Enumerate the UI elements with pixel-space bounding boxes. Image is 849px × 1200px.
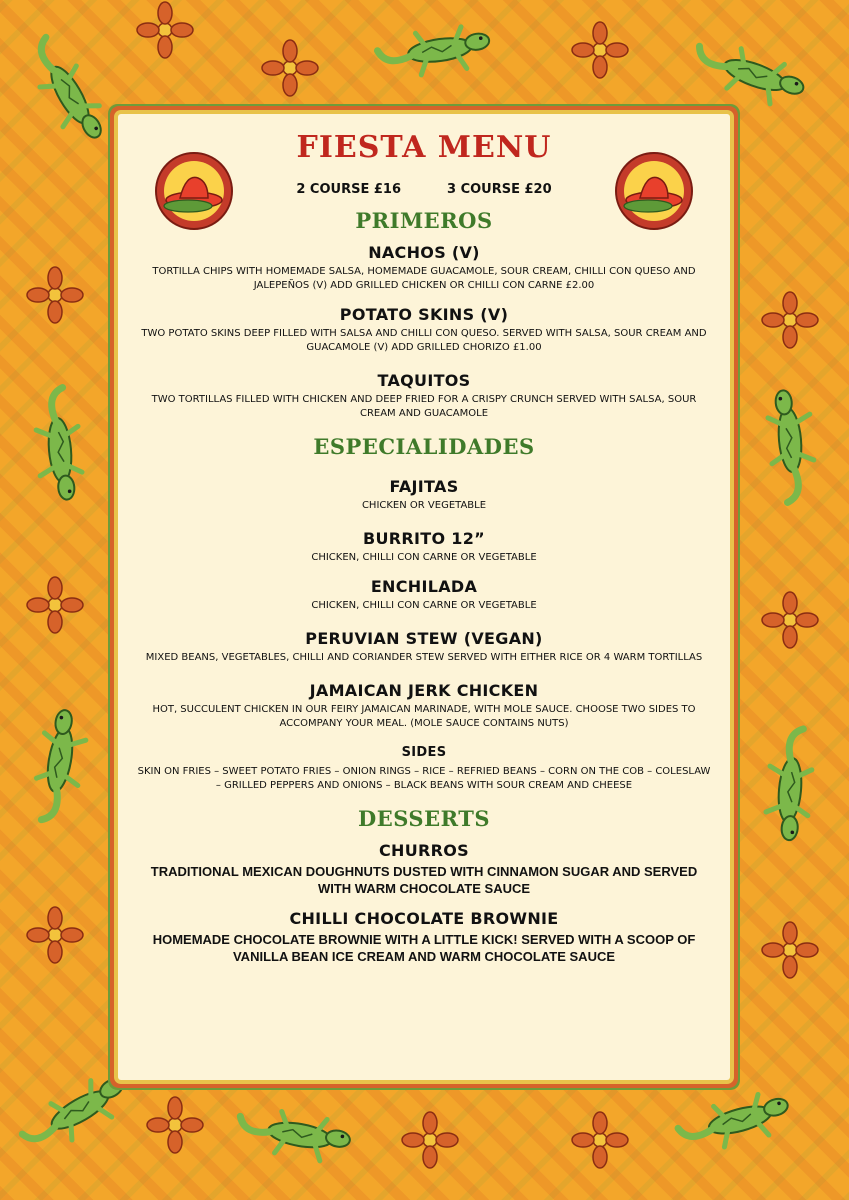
item-name: FAJITAS [389,477,459,496]
item-description: TWO POTATO SKINS DEEP FILLED WITH SALSA AND CHILLI CON QUESO. SERVED WITH SALSA, SOUR CREAM AND GUACAMOLE (V) ADD GRILLED CHORIZO £1.00 [141,328,707,353]
lizard-icon [16,1068,134,1160]
item-name: CHURROS [379,841,469,860]
item-description: TRADITIONAL MEXICAN DOUGHNUTS DUSTED WITH CINNAMON SUGAR AND SERVED WITH WARM CHOCOLATE SAUCE [150,864,698,896]
menu-panel [118,114,730,1080]
price-three-course: 3 COURSE £20 [447,182,552,197]
menu-item [128,529,720,565]
flower-icon [572,22,628,78]
flower-icon [572,1112,628,1168]
menu-content [128,128,720,1080]
course-prices [128,182,720,197]
menu-title: FIESTA MENU [296,130,552,165]
flower-icon [27,267,83,323]
flower-icon [147,1097,203,1153]
sides-list [128,743,720,793]
menu-item [128,909,720,965]
item-description: MIXED BEANS, VEGETABLES, CHILLI AND CORIANDER STEW SERVED WITH EITHER RICE OR 4 WARM TORTILLAS [145,652,703,663]
item-description: CHICKEN OR VEGETABLE [361,500,487,511]
flower-icon [762,292,818,348]
item-description: SKIN ON FRIES – SWEET POTATO FRIES – ONION RINGS – RICE – REFRIED BEANS – CORN ON THE COB – COLESLAW – GRILLED PEPPERS AND ONIONS – BLACK BEANS WITH SOUR CREAM AND CHEESE [137,766,711,791]
item-description: HOT, SUCCULENT CHICKEN IN OUR FEIRY JAMAICAN MARINADE, WITH MOLE SAUCE. CHOOSE TWO SIDES TO ACCOMPANY YOUR MEAL. (MOLE SAUCE CONTAINS NUTS) [152,704,696,729]
item-name: PERUVIAN STEW (VEGAN) [305,629,543,648]
flower-icon [762,922,818,978]
menu-item [128,629,720,665]
flower-icon [27,907,83,963]
flower-icon [262,40,318,96]
lizard-icon [33,386,85,501]
item-name: CHILLI CHOCOLATE BROWNIE [289,909,559,928]
lizard-icon [20,31,112,149]
item-name: JAMAICAN JERK CHICKEN [309,681,539,700]
price-two-course: 2 COURSE £16 [296,182,401,197]
lizard-icon [766,388,818,503]
section-heading-primeros: PRIMEROS [355,208,493,233]
flower-icon [402,1112,458,1168]
lizard-icon [235,1105,353,1166]
menu-item [128,371,720,421]
menu-item [128,305,720,355]
item-name: NACHOS (V) [368,243,480,262]
menu-item [128,577,720,613]
item-name: ENCHILADA [370,577,478,596]
menu-item [128,841,720,897]
flower-icon [137,2,193,58]
lizard-icon [764,726,816,841]
item-name: SIDES [401,745,447,760]
menu-item [128,243,720,293]
section-heading-desserts: DESSERTS [358,806,490,831]
item-description: TORTILLA CHIPS WITH HOMEMADE SALSA, HOMEMADE GUACAMOLE, SOUR CREAM, CHILLI CON QUESO AND JALEPEÑOS (V) ADD GRILLED CHICKEN OR CHILLI CON CARNE £2.00 [152,266,696,291]
item-description: HOMEMADE CHOCOLATE BROWNIE WITH A LITTLE KICK! SERVED WITH A SCOOP OF VANILLA BEAN ICE CREAM AND WARM CHOCOLATE SAUCE [152,932,696,964]
item-name: TAQUITOS [377,371,471,390]
flower-icon [762,592,818,648]
item-name: POTATO SKINS (V) [339,305,509,324]
menu-item [128,477,720,513]
item-description: CHICKEN, CHILLI CON CARNE OR VEGETABLE [311,552,537,563]
item-name: BURRITO 12” [363,529,485,548]
lizard-icon [675,1088,794,1158]
menu-item [128,681,720,731]
item-description: TWO TORTILLAS FILLED WITH CHICKEN AND DEEP FRIED FOR A CRISPY CRUNCH SERVED WITH SALSA, SOUR CREAM AND GUACAMOLE [151,394,697,419]
lizard-icon [376,23,493,80]
lizard-icon [689,35,809,113]
item-description: CHICKEN, CHILLI CON CARNE OR VEGETABLE [311,600,537,611]
section-heading-especialidades: ESPECIALIDADES [313,434,535,459]
flower-icon [27,577,83,633]
lizard-icon [30,707,91,825]
